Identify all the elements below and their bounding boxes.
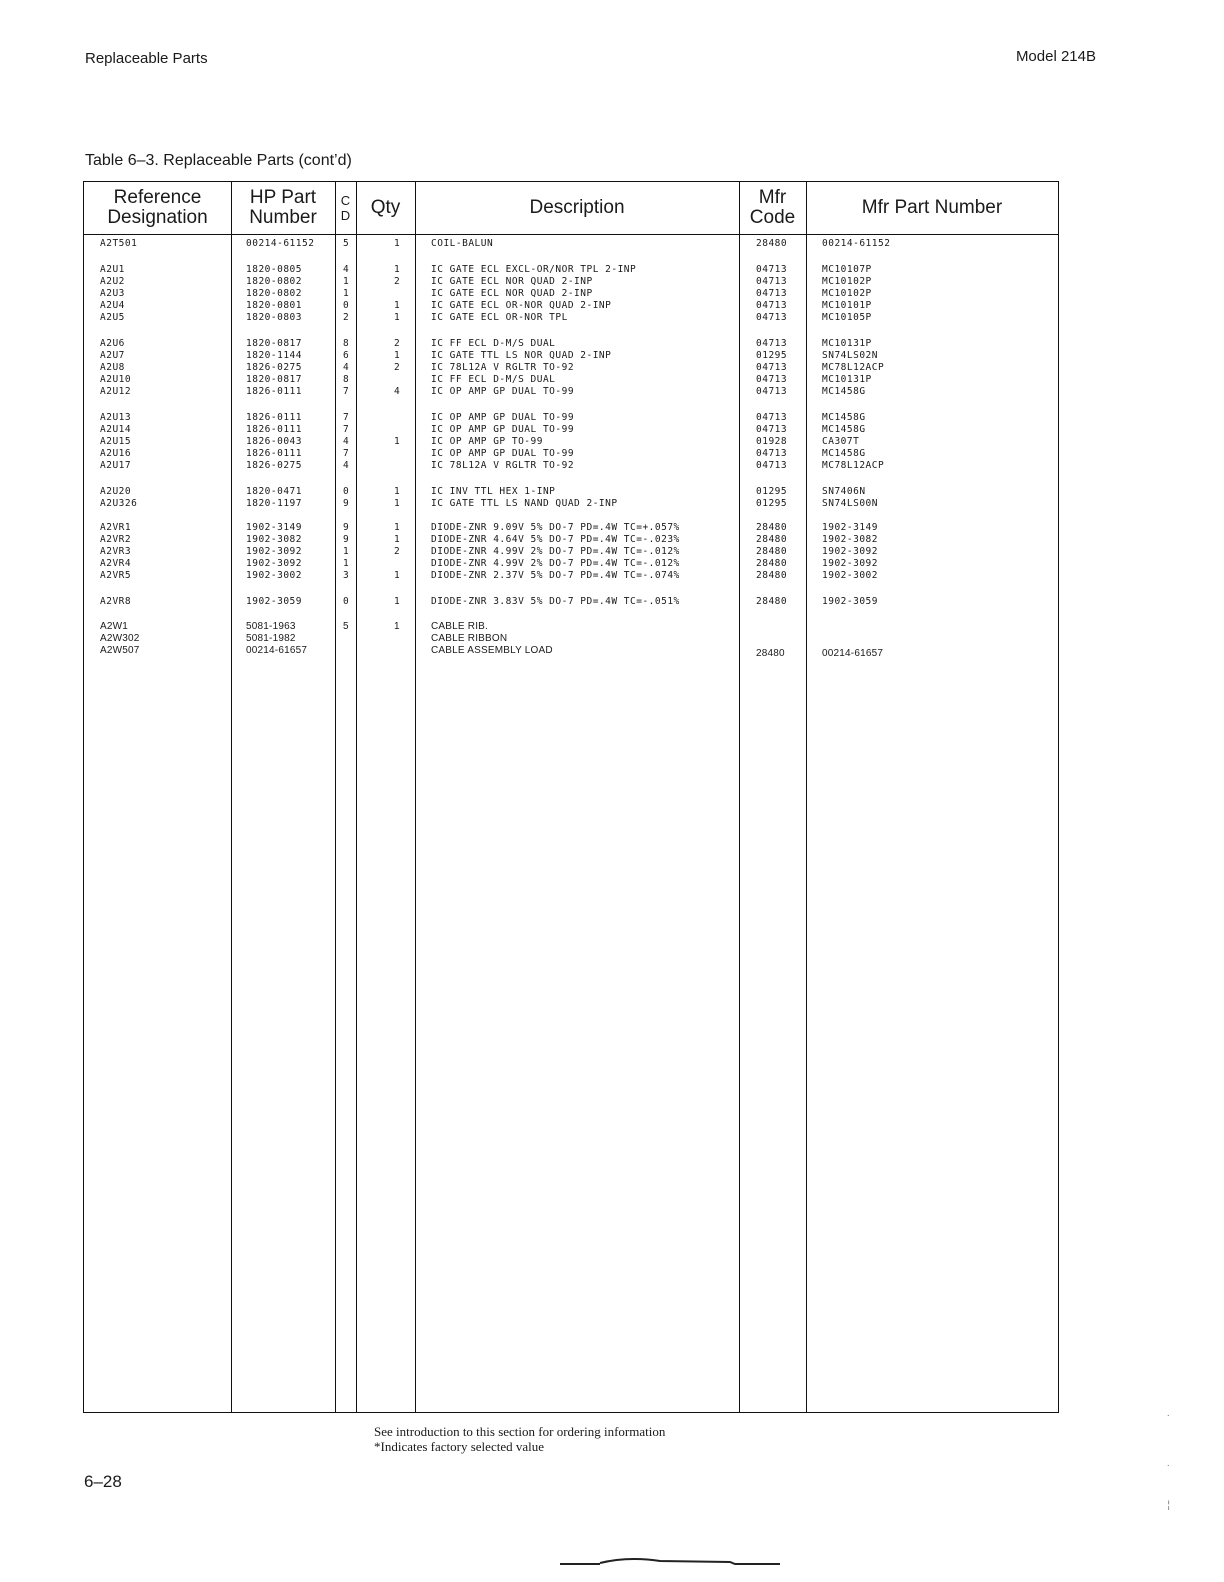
cell-cd: 7 — [343, 386, 350, 397]
table-row — [84, 534, 1058, 546]
cell-qty: 1 — [394, 486, 401, 497]
cell-hp: 1826-0111 — [246, 424, 302, 435]
cell-cd: 3 — [343, 570, 350, 581]
table-row — [84, 386, 1058, 398]
cell-cd: 2 — [343, 312, 350, 323]
cell-mpn: 1902-3002 — [822, 570, 878, 581]
cell-cd: 6 — [343, 350, 350, 361]
cell-cd: 5 — [343, 238, 350, 249]
cell-hp: 1826-0111 — [246, 412, 302, 423]
cell-ref: A2T501 — [100, 238, 138, 249]
cell-ref: A2U3 — [100, 288, 125, 299]
scan-artifact-scribble — [560, 1556, 780, 1566]
cell-qty: 1 — [394, 522, 401, 533]
cell-desc: CABLE RIB. — [431, 621, 489, 632]
cell-ref: A2VR8 — [100, 596, 132, 607]
cell-desc: IC OP AMP GP DUAL TO-99 — [431, 412, 575, 423]
cell-desc: IC GATE ECL OR-NOR TPL — [431, 312, 568, 323]
parts-table — [83, 181, 1059, 1413]
cell-ref: A2U15 — [100, 436, 132, 447]
table-row — [84, 288, 1058, 300]
cell-qty: 1 — [394, 300, 401, 311]
cell-desc: IC OP AMP GP DUAL TO-99 — [431, 424, 575, 435]
cell-hp: 1820-0817 — [246, 374, 302, 385]
page-number: 6–28 — [84, 1472, 122, 1491]
cell-mfr: 28480 — [756, 522, 788, 533]
cell-mfr: 04713 — [756, 448, 788, 459]
cell-qty: 2 — [394, 338, 401, 349]
cell-ref: A2W507 — [100, 645, 140, 656]
cell-qty: 1 — [394, 238, 401, 249]
cell-cd: 1 — [343, 546, 350, 557]
cell-mfr: 28480 — [756, 534, 788, 545]
cell-desc: IC OP AMP GP DUAL TO-99 — [431, 448, 575, 459]
table-caption: Table 6–3. Replaceable Parts (cont’d) — [85, 152, 352, 169]
cell-ref: A2VR3 — [100, 546, 132, 557]
footnote — [374, 1424, 665, 1454]
header-mfr-code: Mfr Code — [749, 187, 796, 228]
cell-hp: 1820-1197 — [246, 498, 302, 509]
cell-cd: 1 — [343, 276, 350, 287]
cell-qty: 2 — [394, 362, 401, 373]
cell-ref: A2U8 — [100, 362, 125, 373]
table-row — [84, 448, 1058, 460]
cell-ref: A2U10 — [100, 374, 132, 385]
cell-hp: 1820-0817 — [246, 338, 302, 349]
table-row — [84, 238, 1058, 250]
table-row — [84, 436, 1058, 448]
cell-hp: 1902-3092 — [246, 546, 302, 557]
cell-mfr: 28480 — [756, 570, 788, 581]
cell-ref: A2U5 — [100, 312, 125, 323]
table-row — [84, 350, 1058, 362]
cell-mfr: 04713 — [756, 460, 788, 471]
cell-mpn: MC78L12ACP — [822, 362, 885, 373]
cell-qty: 1 — [394, 350, 401, 361]
cell-ref: A2W302 — [100, 633, 140, 644]
cell-mpn: 1902-3082 — [822, 534, 878, 545]
cell-desc: IC INV TTL HEX 1-INP — [431, 486, 556, 497]
cell-ref: A2U2 — [100, 276, 125, 287]
cell-ref: A2U17 — [100, 460, 132, 471]
table-row — [84, 633, 1058, 645]
cell-ref: A2VR2 — [100, 534, 132, 545]
cell-mpn: 1902-3059 — [822, 596, 878, 607]
cell-ref: A2U20 — [100, 486, 132, 497]
cell-cd: 0 — [343, 596, 350, 607]
cell-desc: DIODE-ZNR 2.37V 5% DO-7 PD=.4W TC=-.074% — [431, 570, 680, 581]
cell-mpn: MC10102P — [822, 276, 872, 287]
cell-hp: 1820-0802 — [246, 288, 302, 299]
table-row — [84, 412, 1058, 424]
cell-ref: A2VR4 — [100, 558, 132, 569]
cell-qty: 1 — [394, 621, 400, 632]
cell-cd: 8 — [343, 338, 350, 349]
table-row — [84, 596, 1058, 608]
cell-qty: 1 — [394, 596, 401, 607]
cell-hp: 1826-0111 — [246, 386, 302, 397]
cell-mfr: 04713 — [756, 362, 788, 373]
cell-mfr: 01295 — [756, 498, 788, 509]
header-divider — [84, 234, 1058, 235]
cell-desc: IC OP AMP GP TO-99 — [431, 436, 543, 447]
table-row — [84, 424, 1058, 436]
cell-mfr: 04713 — [756, 386, 788, 397]
cell-mpn: 1902-3149 — [822, 522, 878, 533]
cell-mpn: MC10107P — [822, 264, 872, 275]
cell-ref: A2U14 — [100, 424, 132, 435]
cell-hp: 1826-0043 — [246, 436, 302, 447]
table-row — [84, 570, 1058, 582]
header-cd: C D — [340, 193, 351, 223]
cell-qty: 1 — [394, 436, 401, 447]
cell-mpn: MC1458G — [822, 424, 866, 435]
cell-cd: 4 — [343, 436, 350, 447]
cell-hp: 1826-0275 — [246, 460, 302, 471]
cell-hp: 1902-3082 — [246, 534, 302, 545]
cell-mfr: 04713 — [756, 312, 788, 323]
cell-cd: 9 — [343, 522, 350, 533]
cell-desc: IC 78L12A V RGLTR TO-92 — [431, 362, 575, 373]
cell-cd: 0 — [343, 300, 350, 311]
margin-mark: · — [1166, 1460, 1170, 1471]
cell-hp: 1820-0802 — [246, 276, 302, 287]
cell-desc: IC GATE ECL EXCL-OR/NOR TPL 2-INP — [431, 264, 637, 275]
table-row — [84, 338, 1058, 350]
cell-cd: 4 — [343, 362, 350, 373]
margin-mark: · — [1166, 1410, 1170, 1421]
cell-mfr: 01295 — [756, 486, 788, 497]
cell-cd: 7 — [343, 448, 350, 459]
cell-cd: 7 — [343, 412, 350, 423]
cell-mfr: 01928 — [756, 436, 788, 447]
cell-hp: 1820-0471 — [246, 486, 302, 497]
header-hp-part-number: HP Part Number — [249, 187, 317, 228]
cell-desc: IC OP AMP GP DUAL TO-99 — [431, 386, 575, 397]
cell-desc: DIODE-ZNR 3.83V 5% DO-7 PD=.4W TC=-.051% — [431, 596, 680, 607]
cell-hp: 5081-1982 — [246, 633, 296, 644]
cell-desc: IC GATE ECL NOR QUAD 2-INP — [431, 276, 593, 287]
cell-desc: IC FF ECL D-M/S DUAL — [431, 338, 556, 349]
cell-desc: CABLE ASSEMBLY LOAD — [431, 645, 553, 656]
cell-mpn: MC10131P — [822, 338, 872, 349]
cell-mfr: 04713 — [756, 300, 788, 311]
header-description: Description — [529, 197, 625, 218]
cell-desc: IC 78L12A V RGLTR TO-92 — [431, 460, 575, 471]
cell-hp: 1902-3092 — [246, 558, 302, 569]
table-row — [84, 362, 1058, 374]
cell-qty: 1 — [394, 264, 401, 275]
cell-mfr: 01295 — [756, 350, 788, 361]
cell-hp: 00214-61657 — [246, 645, 308, 656]
cell-mpn: 00214-61152 — [822, 238, 891, 249]
cell-ref: A2U7 — [100, 350, 125, 361]
table-row — [84, 264, 1058, 276]
cell-ref: A2W1 — [100, 621, 129, 632]
header-mfr-part-number: Mfr Part Number — [861, 197, 1003, 218]
table-row — [84, 558, 1058, 570]
cell-mpn: MC10105P — [822, 312, 872, 323]
cell-cd: 0 — [343, 486, 350, 497]
cell-cd: 8 — [343, 374, 350, 385]
cell-ref: A2U1 — [100, 264, 125, 275]
cell-qty: 1 — [394, 570, 401, 581]
cell-cd: 9 — [343, 498, 350, 509]
cell-hp: 1826-0111 — [246, 448, 302, 459]
cell-mpn: 1902-3092 — [822, 558, 878, 569]
cell-ref: A2VR1 — [100, 522, 132, 533]
cell-ref: A2U326 — [100, 498, 138, 509]
cell-mpn: SN74LS02N — [822, 350, 878, 361]
cell-cd: 4 — [343, 460, 350, 471]
cell-mfr: 28480 — [756, 238, 788, 249]
cell-desc: IC GATE TTL LS NOR QUAD 2-INP — [431, 350, 612, 361]
header-reference-designation: Reference Designation — [107, 187, 208, 228]
cell-qty: 2 — [394, 276, 401, 287]
cell-mfr: 28480 — [756, 596, 788, 607]
cell-mpn: MC10131P — [822, 374, 872, 385]
table-row — [84, 374, 1058, 386]
cell-hp: 1820-0805 — [246, 264, 302, 275]
cell-cd: 5 — [343, 621, 349, 632]
cell-mpn: MC10101P — [822, 300, 872, 311]
cell-desc: IC FF ECL D-M/S DUAL — [431, 374, 556, 385]
footnote-factory-selected: *Indicates factory selected value — [374, 1439, 544, 1454]
cell-desc: COIL-BALUN — [431, 238, 494, 249]
cell-hp: 1826-0275 — [246, 362, 302, 373]
cell-desc: DIODE-ZNR 9.09V 5% DO-7 PD=.4W TC=+.057% — [431, 522, 680, 533]
margin-mark: ¦ — [1167, 1500, 1170, 1511]
table-row — [84, 276, 1058, 288]
cell-mfr: 04713 — [756, 412, 788, 423]
cell-hp: 00214-61152 — [246, 238, 315, 249]
cell-ref: A2U13 — [100, 412, 132, 423]
table-row — [84, 621, 1058, 633]
cell-hp: 5081-1963 — [246, 621, 296, 632]
cell-qty: 1 — [394, 312, 401, 323]
cell-mfr: 28480 — [756, 648, 785, 659]
cell-ref: A2U16 — [100, 448, 132, 459]
cell-hp: 1820-1144 — [246, 350, 302, 361]
running-header-right: Model 214B — [1015, 48, 1096, 65]
cell-cd: 9 — [343, 534, 350, 545]
cell-mpn: MC10102P — [822, 288, 872, 299]
cell-mpn: MC78L12ACP — [822, 460, 885, 471]
cell-cd: 1 — [343, 558, 350, 569]
cell-qty: 1 — [394, 534, 401, 545]
cell-ref: A2U4 — [100, 300, 125, 311]
cell-cd: 4 — [343, 264, 350, 275]
cell-desc: DIODE-ZNR 4.99V 2% DO-7 PD=.4W TC=-.012% — [431, 546, 680, 557]
cell-ref: A2VR5 — [100, 570, 132, 581]
cell-hp: 1820-0803 — [246, 312, 302, 323]
cell-qty: 2 — [394, 546, 401, 557]
table-row — [84, 460, 1058, 472]
cell-mfr: 04713 — [756, 374, 788, 385]
running-header-left: Replaceable Parts — [85, 50, 208, 67]
cell-mfr: 04713 — [756, 264, 788, 275]
cell-desc: IC GATE TTL LS NAND QUAD 2-INP — [431, 498, 618, 509]
table-row — [84, 645, 1058, 657]
cell-mfr: 04713 — [756, 276, 788, 287]
table-row — [84, 522, 1058, 534]
table-row — [84, 486, 1058, 498]
table-row — [84, 300, 1058, 312]
header-qty: Qty — [370, 197, 401, 218]
cell-desc: IC GATE ECL NOR QUAD 2-INP — [431, 288, 593, 299]
cell-mpn: SN7406N — [822, 486, 866, 497]
table-row — [84, 498, 1058, 510]
cell-cd: 7 — [343, 424, 350, 435]
table-row — [84, 546, 1058, 558]
cell-desc: DIODE-ZNR 4.99V 2% DO-7 PD=.4W TC=-.012% — [431, 558, 680, 569]
cell-mpn: MC1458G — [822, 386, 866, 397]
cell-desc: CABLE RIBBON — [431, 633, 508, 644]
cell-mfr: 28480 — [756, 546, 788, 557]
cell-mfr: 04713 — [756, 288, 788, 299]
cell-mpn: CA307T — [822, 436, 860, 447]
cell-hp: 1820-0801 — [246, 300, 302, 311]
cell-cd: 1 — [343, 288, 350, 299]
cell-qty: 4 — [394, 386, 401, 397]
cell-ref: A2U12 — [100, 386, 132, 397]
cell-mpn: 00214-61657 — [822, 648, 884, 659]
cell-mfr: 04713 — [756, 424, 788, 435]
cell-mpn: MC1458G — [822, 448, 866, 459]
cell-mpn: SN74LS00N — [822, 498, 878, 509]
cell-mfr: 04713 — [756, 338, 788, 349]
cell-qty: 1 — [394, 498, 401, 509]
cell-hp: 1902-3002 — [246, 570, 302, 581]
cell-desc: IC GATE ECL OR-NOR QUAD 2-INP — [431, 300, 612, 311]
cell-mfr: 28480 — [756, 558, 788, 569]
cell-hp: 1902-3149 — [246, 522, 302, 533]
cell-mpn: MC1458G — [822, 412, 866, 423]
cell-desc: DIODE-ZNR 4.64V 5% DO-7 PD=.4W TC=-.023% — [431, 534, 680, 545]
cell-ref: A2U6 — [100, 338, 125, 349]
cell-hp: 1902-3059 — [246, 596, 302, 607]
table-row — [84, 312, 1058, 324]
footnote-ordering: See introduction to this section for ordering information — [374, 1424, 666, 1439]
cell-mpn: 1902-3092 — [822, 546, 878, 557]
